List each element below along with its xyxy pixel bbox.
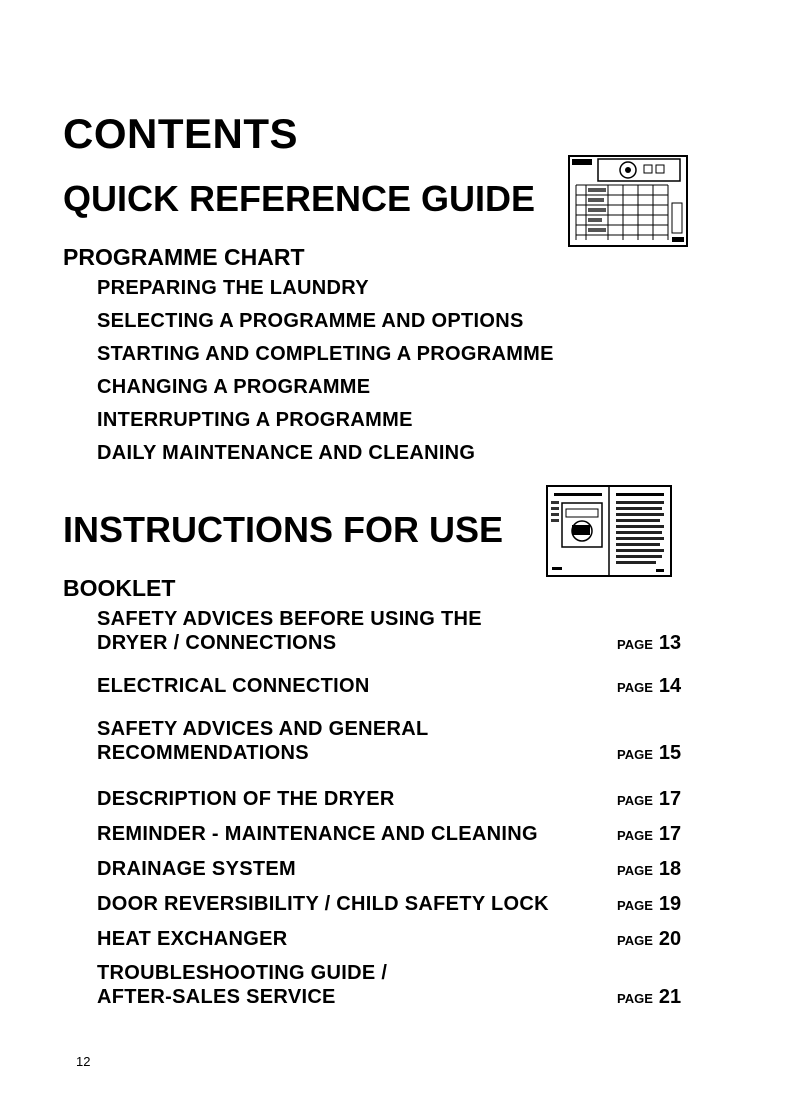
page-reference: [617, 742, 681, 765]
page-reference: [617, 675, 681, 698]
toc-entry-title: DRYER / CONNECTIONS: [97, 632, 337, 654]
list-item: STARTING AND COMPLETING A PROGRAMME: [97, 343, 554, 365]
toc-entry-title: DRAINAGE SYSTEM: [97, 858, 296, 880]
page-reference: [617, 632, 681, 655]
toc-entry-title: AFTER-SALES SERVICE: [97, 986, 336, 1008]
page-number: 12: [76, 1054, 91, 1069]
page-number-ref: 21: [658, 986, 682, 1008]
toc-entry-title: DOOR REVERSIBILITY / CHILD SAFETY LOCK: [97, 893, 549, 915]
programme-chart-subheading: PROGRAMME CHART: [63, 244, 305, 270]
page-word: PAGE: [617, 898, 653, 913]
page-number-ref: 20: [658, 928, 682, 950]
page-word: PAGE: [617, 793, 653, 808]
page-reference: [617, 928, 681, 951]
page-number-ref: 14: [658, 675, 682, 697]
list-item: INTERRUPTING A PROGRAMME: [97, 409, 413, 431]
page-number-ref: 13: [658, 632, 682, 654]
list-item: DAILY MAINTENANCE AND CLEANING: [97, 442, 476, 464]
toc-entry-title: DESCRIPTION OF THE DRYER: [97, 788, 395, 810]
toc-entry-title: HEAT EXCHANGER: [97, 928, 288, 950]
booklet-subheading: BOOKLET: [63, 575, 176, 601]
programme-chart-illustration-icon: [568, 155, 688, 247]
toc-entry-title: TROUBLESHOOTING GUIDE /: [97, 962, 388, 984]
page-title: CONTENTS: [63, 110, 298, 157]
page-number-ref: 19: [658, 893, 682, 915]
toc-entry-title: ELECTRICAL CONNECTION: [97, 675, 370, 697]
page-word: PAGE: [617, 863, 653, 878]
page-number-ref: 17: [658, 823, 682, 845]
page-number-ref: 18: [658, 858, 682, 880]
list-item: CHANGING A PROGRAMME: [97, 376, 371, 398]
instructions-heading: INSTRUCTIONS FOR USE: [63, 509, 504, 550]
page-number-ref: 15: [658, 742, 682, 764]
page-number-ref: 17: [658, 788, 682, 810]
page-word: PAGE: [617, 828, 653, 843]
page-reference: [617, 823, 681, 846]
toc-entry-title: RECOMMENDATIONS: [97, 742, 309, 764]
page-reference: [617, 788, 681, 811]
quick-reference-heading: QUICK REFERENCE GUIDE: [63, 178, 536, 219]
list-item: PREPARING THE LAUNDRY: [97, 277, 369, 299]
toc-entry-title: SAFETY ADVICES AND GENERAL: [97, 718, 429, 740]
page-word: PAGE: [617, 637, 653, 652]
list-item: SELECTING A PROGRAMME AND OPTIONS: [97, 310, 524, 332]
page-word: PAGE: [617, 680, 653, 695]
booklet-illustration-icon: [546, 485, 672, 577]
page-reference: [617, 858, 681, 881]
toc-entry-title: REMINDER - MAINTENANCE AND CLEANING: [97, 823, 538, 845]
toc-entry-title: SAFETY ADVICES BEFORE USING THE: [97, 608, 482, 630]
page-word: PAGE: [617, 747, 653, 762]
page-reference: [617, 893, 681, 916]
page-word: PAGE: [617, 933, 653, 948]
page-reference: [617, 986, 681, 1009]
page-word: PAGE: [617, 991, 653, 1006]
